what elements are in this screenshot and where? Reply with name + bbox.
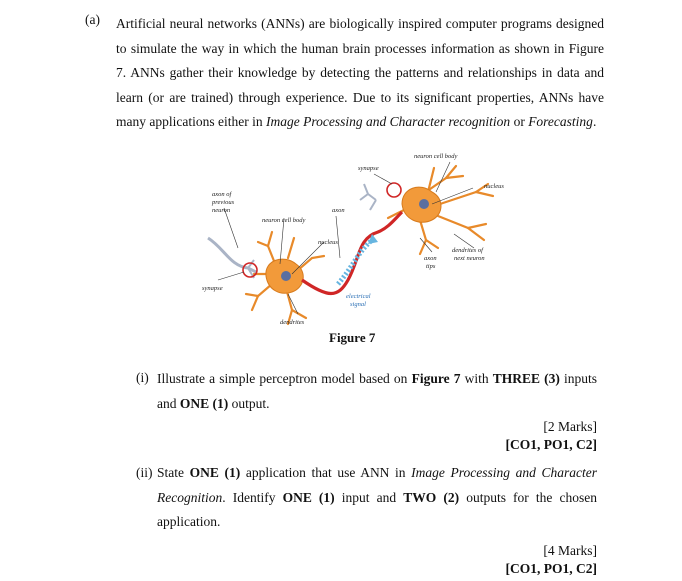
figure-caption: Figure 7 [329,330,376,345]
left-neuron-nucleus [281,271,291,281]
label-nucleus-left: nucleus [318,239,338,246]
label-dendrites-next-2: next neuron [454,255,485,262]
label-electrical-signal-1: electrical [346,293,371,300]
sq1-text-a: Illustrate a simple perceptron model based on [157,371,412,386]
label-axon-of-previous-3: neuron [212,207,231,214]
sq2-text-e: outputs for the chosen application. [157,489,597,530]
neuron-diagram [188,148,518,338]
label-axon-of-previous-2: previous [212,199,235,206]
synapse-circle-top [387,183,401,197]
label-axon: axon [332,207,345,214]
axon [302,212,402,294]
sq2-text-d: input and [334,489,404,505]
paragraph-italic-forecasting: Forecasting [528,114,593,130]
label-synapse-bottom: synapse [202,285,223,292]
label-neuron-cell-body-left: neuron cell body [262,217,306,224]
label-axon-of-previous-1: axon of [212,191,232,198]
right-axon-tips [360,184,376,210]
subquestion-1-marks [506,418,598,454]
label-axon-tips-2: tips [426,263,436,270]
sq1-bold-three: THREE (3) [492,371,560,386]
label-axon-tips-1: axon [424,255,437,262]
sq2-bold-two: TWO (2) [403,489,460,505]
sq1-bold-figure: Figure 7 [411,371,461,386]
sq1-text-c: inputs and [157,371,597,411]
label-dendrites-next-1: dendrites of [452,247,483,254]
label-nucleus-right: nucleus [484,183,504,190]
subquestion-1-text [157,367,597,416]
question-label: (a) [85,12,100,27]
label-dendrites: dendrites [280,319,305,326]
sq2-bold-one-input: ONE (1) [282,489,335,505]
question-paragraph [116,12,604,135]
sq2-text-a: State [157,465,190,480]
marks-value: [2 Marks] [543,419,597,434]
course-outcome: [CO1, PO1, C2] [505,561,597,576]
sq1-text-d: output. [228,395,270,411]
paragraph-text: . [592,114,597,130]
paragraph-text: or [510,114,529,130]
sq2-italic-application: Image Processing and Character Recognition [157,465,597,505]
sq2-text-c: . Identify [222,489,283,505]
subquestion-2-marks [506,542,598,578]
sq2-bold-one: ONE (1) [189,465,241,480]
right-neuron-nucleus [419,199,429,209]
sq2-text-b: application that use ANN in [240,465,412,480]
subquestion-1-number: (i) [136,370,149,385]
label-electrical-signal-2: signal [350,301,366,308]
sq1-text-b: with [460,371,493,386]
label-neuron-cell-body-top: neuron cell body [414,153,458,160]
subquestion-2-number: (ii) [136,465,153,480]
label-synapse-top: synapse [358,165,379,172]
paragraph-text: Artificial neural networks (ANNs) are biologically inspired computer programs designed to simulate the way in which the human brain processes information as shown in Figure 7. ANNs gather their knowledge by detecting the patterns and relationships in data and learn (or are trained) through experience. Due to its significant properties, ANNs have many applications either in [116,16,604,130]
subquestion-2-text [157,461,597,535]
paragraph-italic-image-processing: Image Processing and Character recognition [265,114,511,130]
sq1-bold-one: ONE (1) [179,395,229,411]
course-outcome: [CO1, PO1, C2] [505,437,597,452]
marks-value: [4 Marks] [543,543,597,558]
